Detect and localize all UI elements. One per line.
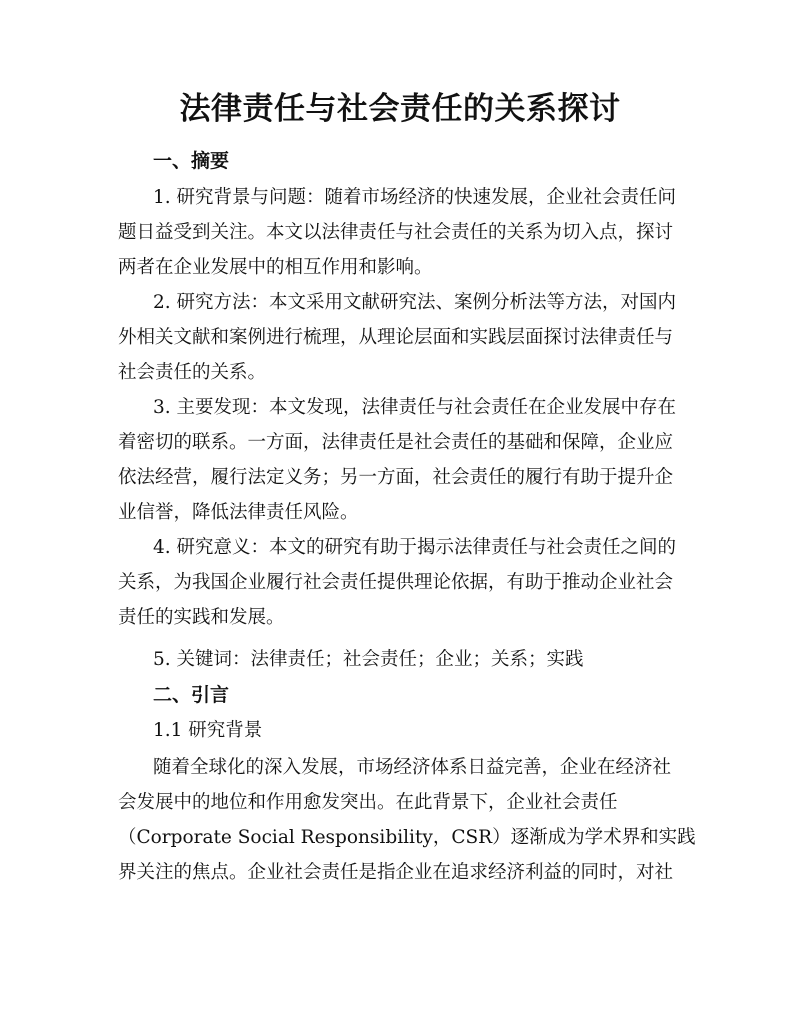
document-title: 法律责任与社会责任的关系探讨: [179, 91, 621, 127]
abstract-p3-line-4: 业信誉，降低法律责任风险。: [118, 502, 359, 523]
abstract-keywords: 5. 关键词：法律责任；社会责任；企业；关系；实践: [153, 649, 584, 670]
abstract-p3-line-3: 依法经营，履行法定义务；另一方面，社会责任的履行有助于提升企: [118, 467, 674, 488]
abstract-p4-line-2: 关系，为我国企业履行社会责任提供理论依据，有助于推动企业社会: [118, 572, 674, 593]
abstract-p4-line-1: 4. 研究意义：本文的研究有助于揭示法律责任与社会责任之间的: [153, 537, 677, 558]
abstract-p3-line-2: 着密切的联系。一方面，法律责任是社会责任的基础和保障，企业应: [118, 432, 674, 453]
abstract-p4-line-3: 责任的实践和发展。: [118, 607, 285, 628]
subsection-heading-background: 1.1 研究背景: [153, 720, 263, 741]
abstract-p1-line-1: 1. 研究背景与问题：随着市场经济的快速发展，企业社会责任问: [153, 187, 677, 208]
abstract-p2-line-1: 2. 研究方法：本文采用文献研究法、案例分析法等方法，对国内: [153, 292, 677, 313]
intro-p1-line-4: 界关注的焦点。企业社会责任是指企业在追求经济利益的同时，对社: [118, 862, 674, 883]
abstract-p3-line-1: 3. 主要发现：本文发现，法律责任与社会责任在企业发展中存在: [153, 397, 677, 418]
abstract-p1-line-3: 两者在企业发展中的相互作用和影响。: [118, 257, 433, 278]
section-heading-introduction: 二、引言: [153, 684, 230, 706]
intro-p1-line-3: （Corporate Social Responsibility，CSR）逐渐成为学术界和实践: [118, 827, 696, 848]
abstract-p1-line-2: 题日益受到关注。本文以法律责任与社会责任的关系为切入点，探讨: [118, 222, 674, 243]
abstract-p2-line-2: 外相关文献和案例进行梳理，从理论层面和实践层面探讨法律责任与: [118, 327, 674, 348]
abstract-p2-line-3: 社会责任的关系。: [118, 362, 267, 383]
intro-p1-line-1: 随着全球化的深入发展，市场经济体系日益完善，企业在经济社: [153, 757, 672, 778]
section-heading-abstract: 一、摘要: [153, 150, 230, 172]
intro-p1-line-2: 会发展中的地位和作用愈发突出。在此背景下，企业社会责任: [118, 792, 618, 813]
